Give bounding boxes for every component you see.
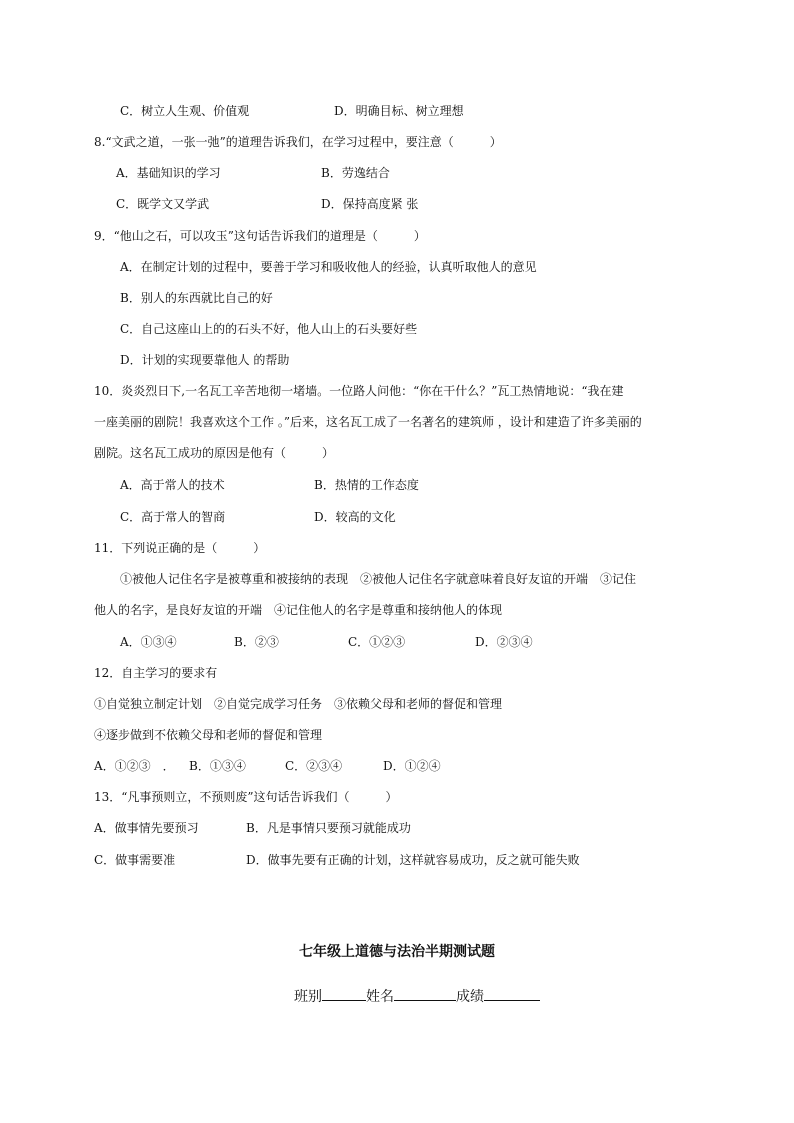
q10-option-a: A．高于常人的技术 <box>120 478 225 492</box>
q12-stem: 12．自主学习的要求有 <box>94 666 218 680</box>
q11-option-b: B．②③ <box>234 635 279 649</box>
q10-option-c: C．高于常人的智商 <box>120 510 226 524</box>
q12-items-line1: ①自觉独立制定计划 ②自觉完成学习任务 ③依赖父母和老师的督促和管理 <box>94 697 503 711</box>
student-info-row <box>294 986 540 1006</box>
q12-items-line2: ④逐步做到不依赖父母和老师的督促和管理 <box>94 728 323 742</box>
q12-option-c: C．②③④ <box>285 759 343 773</box>
q13-option-d: D．做事先要有正确的计划，这样就容易成功，反之就可能失败 <box>246 853 580 867</box>
q10-stem-line3: 剧院。这名瓦工成功的原因是他有（ ） <box>94 446 335 460</box>
name-blank <box>394 986 456 1001</box>
q12-option-b: B．①③④ <box>189 759 246 773</box>
q13-option-a: A．做事情先要预习 <box>94 821 199 835</box>
q11-option-d: D．②③④ <box>475 635 533 649</box>
score-blank <box>484 986 540 1001</box>
q10-option-b: B．热情的工作态度 <box>314 478 419 492</box>
q11-option-a: A．①③④ <box>120 635 177 649</box>
q9-stem: 9．“他山之石，可以攻玉”这句话告诉我们的道理是（ ） <box>94 229 426 243</box>
q8-option-a: A．基础知识的学习 <box>116 166 221 180</box>
q7-option-d: D．明确目标、树立理想 <box>334 104 464 118</box>
q12-option-a: A．①②③ ． <box>94 759 175 773</box>
q7-option-c: C．树立人生观、价值观 <box>120 104 250 118</box>
q13-option-c: C．做事需要准 <box>94 853 176 867</box>
class-blank <box>322 986 366 1001</box>
score-label: 成绩 <box>456 989 484 1005</box>
q10-stem-line1: 10．炎炎烈日下,一名瓦工辛苦地彻一堵墙。一位路人问他：“你在干什么？”瓦工热情地说：“我在建 <box>94 384 624 398</box>
q9-option-d: D．计划的实现要靠他人 的帮助 <box>120 353 290 367</box>
q11-stem: 11．下列说正确的是（ ） <box>94 541 266 555</box>
q13-stem: 13．“凡事预则立，不预则废”这句话告诉我们（ ） <box>94 790 398 804</box>
q9-option-c: C．自己这座山上的的石头不好，他人山上的石头要好些 <box>120 322 418 336</box>
q12-option-d: D．①②④ <box>383 759 441 773</box>
q11-body-line1: ①被他人记住名字是被尊重和被接纳的表现 ②被他人记住名字就意味着良好友谊的开端 ③记住 <box>120 572 637 586</box>
q8-option-b: B．劳逸结合 <box>321 166 390 180</box>
q9-option-a: A．在制定计划的过程中，要善于学习和吸收他人的经验，认真听取他人的意见 <box>120 260 537 274</box>
name-label: 姓名 <box>366 989 394 1005</box>
q8-option-c: C．既学文又学武 <box>116 197 210 211</box>
exam-title: 七年级上道德与法治半期测试题 <box>299 944 495 960</box>
q8-stem: 8.“文武之道，一张一弛”的道理告诉我们，在学习过程中，要注意（ ） <box>94 135 502 149</box>
q9-option-b: B．别人的东西就比自己的好 <box>120 291 273 305</box>
q11-option-c: C．①②③ <box>348 635 406 649</box>
q13-option-b: B．凡是事情只要预习就能成功 <box>246 821 411 835</box>
q8-option-d: D．保持高度紧 张 <box>321 197 419 211</box>
q10-stem-line2: 一座美丽的剧院！我喜欢这个工作 。”后来，这名瓦工成了一名著名的建筑师 ，设计和建造了许多美丽的 <box>94 415 642 429</box>
q10-option-d: D．较高的文化 <box>314 510 396 524</box>
class-label: 班别 <box>294 989 322 1005</box>
q11-body-line2: 他人的名字，是良好友谊的开端 ④记住他人的名字是尊重和接纳他人的体现 <box>94 603 503 617</box>
